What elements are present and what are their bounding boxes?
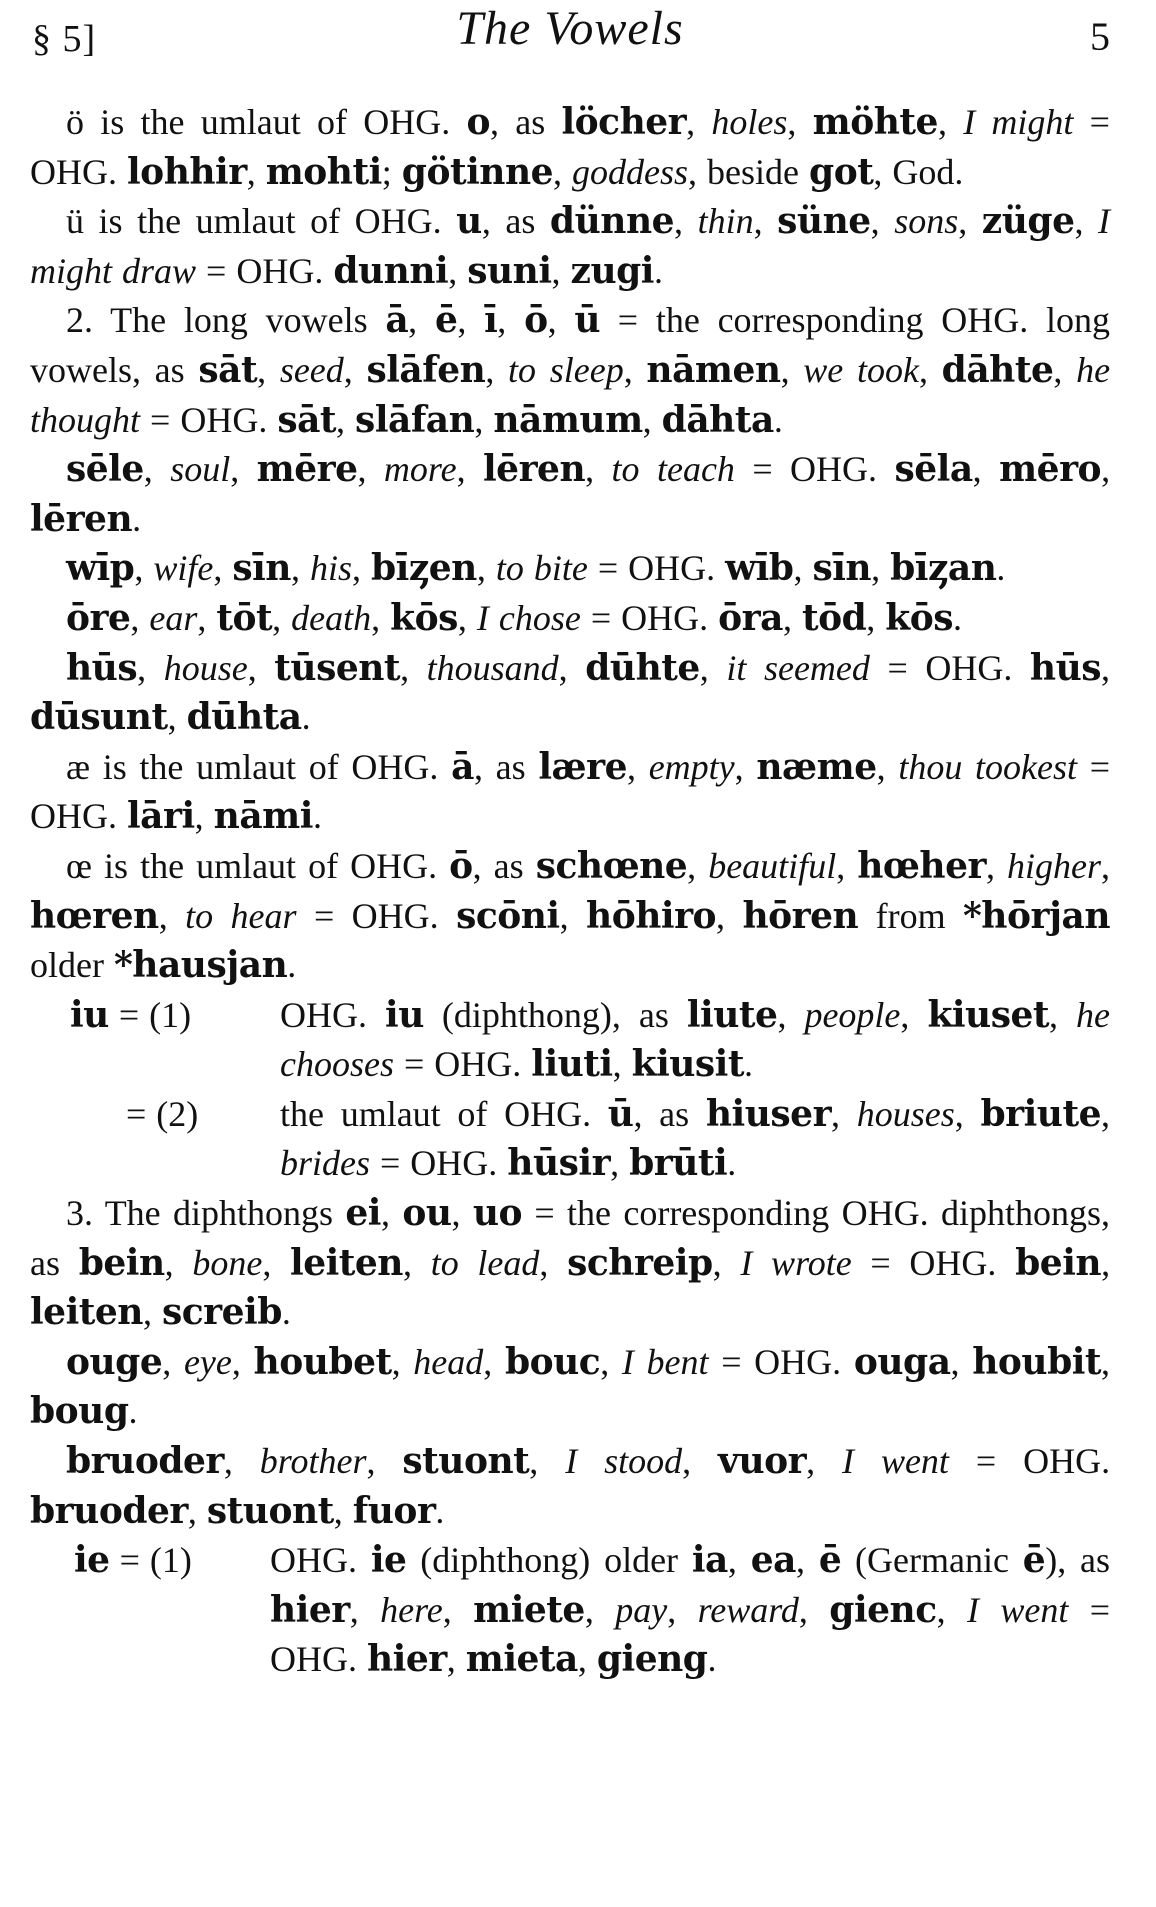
paragraph-4: wīp, wife, sīn, his, bīȥen, to bite = OHG. wīb, sīn, bīȥan. — [66, 547, 1006, 590]
paragraph-9: iu = (1) OHG. iu (diphthong), as liute, people, kiuset, he chooses = OHG. liuti, kiusit. — [30, 991, 1110, 1090]
paragraph-2: 2. The long vowels ā, ē, ī, ō, ū = the corresponding OHG. long vowels, as sāt, seed, slāfen, to sleep, nāmen, we took, dāhte, he thought = OHG. sāt, slāfan, nāmum, dāhta. — [30, 299, 1111, 441]
paragraph-11: 3. The diphthongs ei, ou, uo = the corresponding OHG. diphthongs, as bein, bone, leiten, to lead, schreip, I wrote = OHG. bein, leiten, screib. — [30, 1192, 1111, 1334]
hanging-lead: = (2) — [126, 1093, 199, 1134]
paragraph-5: ōre, ear, tōt, death, kōs, I chose = OHG. ōra, tōd, kōs. — [66, 596, 963, 639]
paragraph-1: ü is the umlaut of OHG. u, as dünne, thin, süne, sons, züge, I might draw = OHG. dunni, suni, zugi. — [30, 200, 1111, 292]
paragraph-3: sēle, soul, mēre, more, lēren, to teach = OHG. sēla, mēro, lēren. — [30, 448, 1111, 540]
paragraph-0: ö is the umlaut of OHG. o, as löcher, holes, möhte, I might = OHG. lohhir, mohti; götinne, goddess, beside got, God. — [30, 101, 1110, 193]
page-title: The Vowels — [456, 2, 684, 55]
paragraph-13: bruoder, brother, stuont, I stood, vuor, I went = OHG. bruoder, stuont, fuor. — [30, 1440, 1111, 1532]
section-marker: § 5] — [32, 18, 97, 60]
paragraph-8: œ is the umlaut of OHG. ō, as schœne, beautiful, hœher, higher, hœren, to hear = OHG. scōni, hōhiro, hōren from *hōrjan older *hausjan. — [30, 844, 1110, 987]
paragraph-6: hūs, house, tūsent, thousand, dūhte, it seemed = OHG. hūs, dūsunt, dūhta. — [30, 646, 1111, 739]
hanging-lead: iu = (1) — [70, 993, 192, 1036]
book-page — [30, 0, 1110, 1907]
paragraph-14: ie = (1) OHG. ie (diphthong) older ia, ea, ē (Germanic ē), as hier, here, miete, pay, reward, gienc, I went = OHG. hier, mieta, gieng. — [30, 1536, 1110, 1685]
page-number: 5 — [1090, 14, 1110, 59]
running-header — [30, 0, 1110, 70]
paragraph-12: ouge, eye, houbet, head, bouc, I bent = OHG. ouga, houbit, boug. — [30, 1340, 1111, 1433]
paragraph-7: æ is the umlaut of OHG. ā, as lære, empty, næme, thou tookest = OHG. lāri, nāmi. — [30, 745, 1111, 838]
paragraph-10: = (2) the umlaut of OHG. ū, as hiuser, houses, briute, brides = OHG. hūsir, brūti. — [30, 1090, 1110, 1189]
body-text — [30, 98, 1110, 1685]
hanging-lead: ie = (1) — [74, 1539, 192, 1582]
